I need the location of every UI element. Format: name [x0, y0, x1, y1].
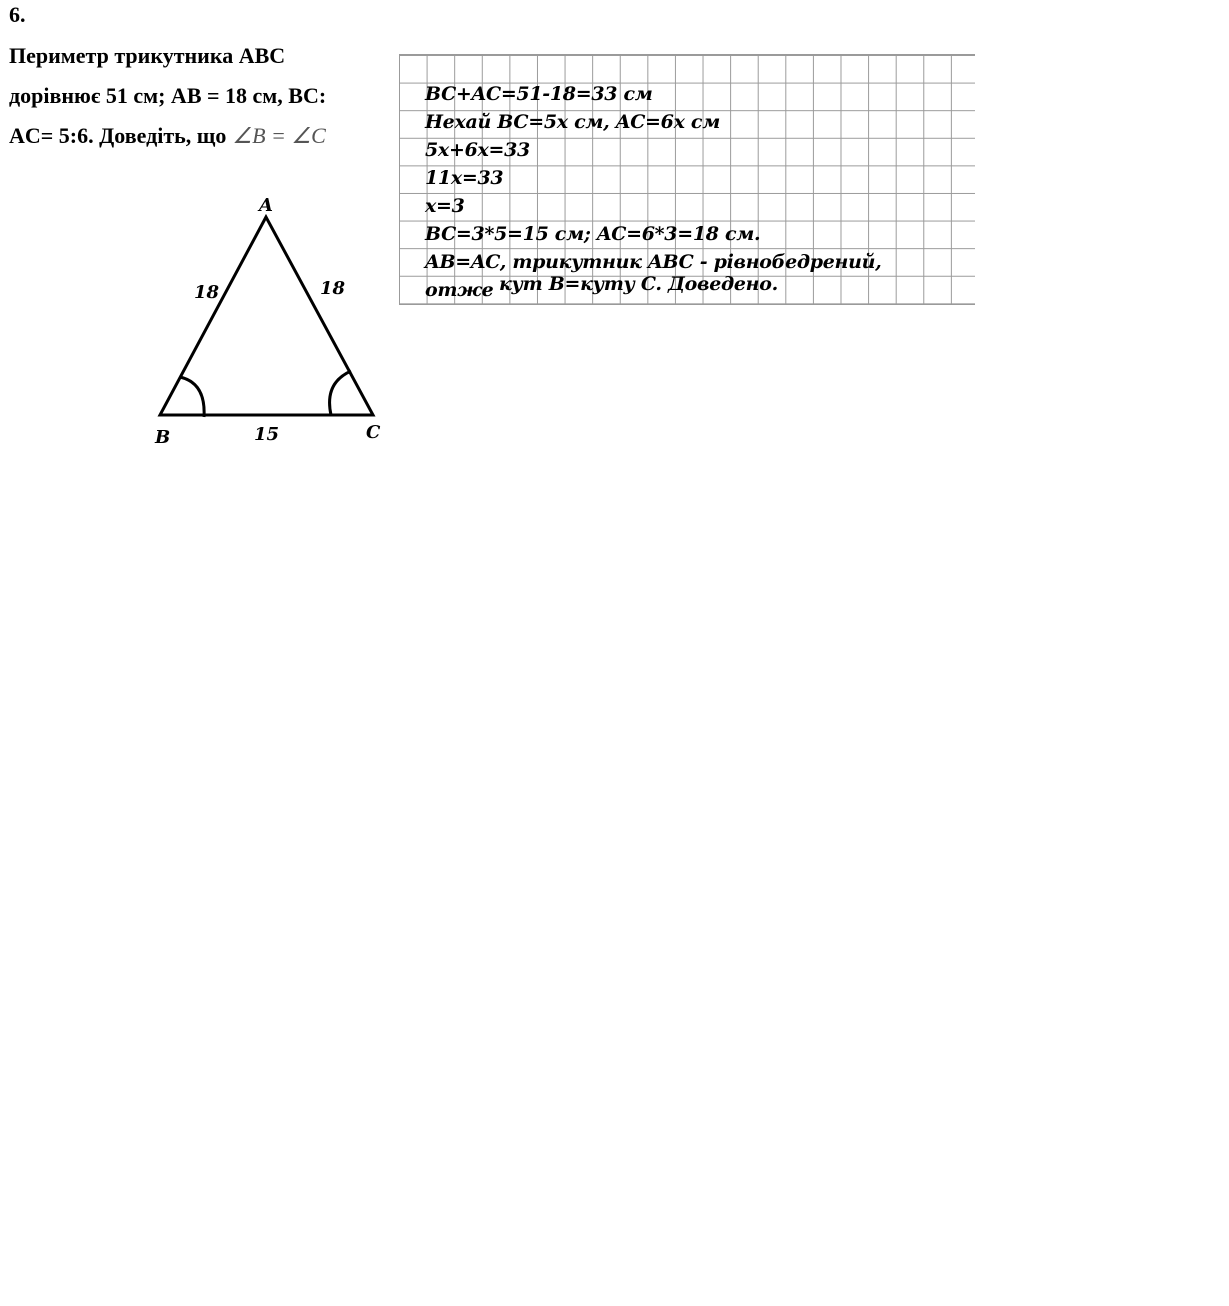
- problem-line-3: [9, 116, 326, 156]
- solution-line-7: AB=AC, трикутник ABC - рівнобедрений,: [425, 251, 882, 273]
- solution-line-3: 5x+6x=33: [425, 139, 530, 161]
- angle-c-arc: [330, 371, 351, 415]
- solution-line-8-start: отже: [425, 279, 494, 301]
- side-ab-label: 18: [194, 282, 220, 303]
- problem-statement: [9, 36, 326, 156]
- triangle-abc: [160, 217, 373, 415]
- solution-line-5: x=3: [425, 195, 465, 217]
- problem-line-1: Периметр трикутника ABC: [9, 43, 286, 68]
- angle-equality: ∠B = ∠C: [232, 123, 326, 148]
- solution-line-6: BC=3*5=15 см; AC=6*3=18 см.: [425, 223, 761, 245]
- solution-line-1: BC+AC=51-18=33 см: [425, 83, 653, 105]
- solution-line-2: Нехай BC=5x см, AC=6x см: [425, 111, 720, 133]
- solution-grid: [399, 54, 975, 305]
- solution-line-4: 11x=33: [425, 167, 504, 189]
- solution-line-8-end: кут B=куту C. Доведено.: [499, 273, 778, 295]
- problem-line-2: дорівнює 51 см; AB = 18 см, BC:: [9, 83, 327, 108]
- vertex-a-label: A: [259, 195, 273, 216]
- vertex-b-label: B: [155, 427, 171, 448]
- triangle-figure: [140, 185, 400, 460]
- vertex-c-label: C: [366, 422, 381, 443]
- problem-line-3-text: AC= 5:6. Доведіть, що: [9, 123, 227, 148]
- angle-b-arc: [180, 377, 204, 417]
- task-number: 6.: [9, 2, 26, 27]
- side-ac-label: 18: [320, 278, 346, 299]
- side-bc-label: 15: [254, 424, 280, 445]
